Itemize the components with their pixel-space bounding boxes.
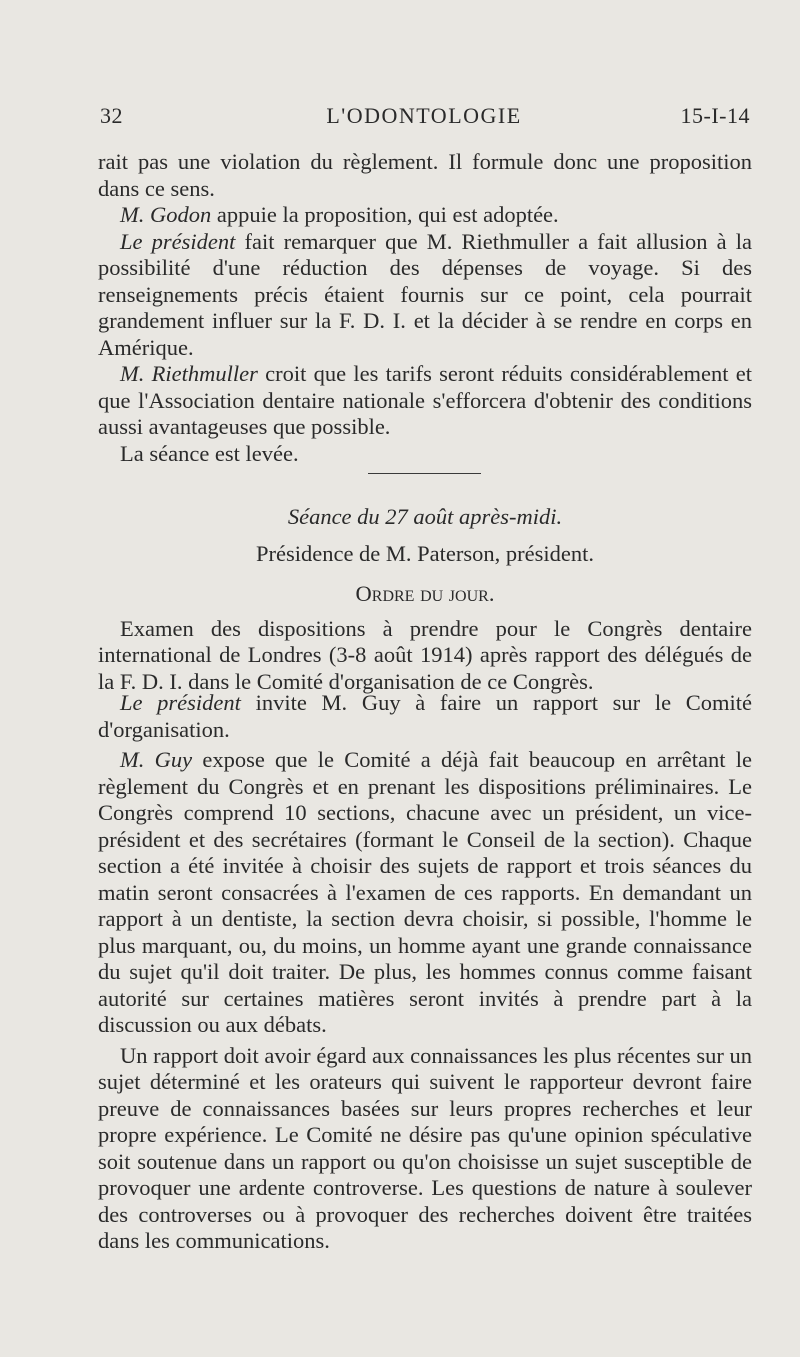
speaker-name: M. Godon bbox=[120, 202, 212, 227]
paragraph-godon: M. Godon appuie la proposition, qui est adoptée. bbox=[120, 202, 559, 227]
agenda-text: Examen des dispositions à prendre pour le Congrès dentaire international de Londres (3-8 août 1914) après rapport des délégués de la F. D. I. dans le Comité d'organisation de ce Congrès. bbox=[98, 615, 752, 694]
paragraph-continuation: rait pas une violation du règlement. Il formule donc une proposition dans ce sens. bbox=[98, 149, 752, 201]
main-body bbox=[98, 690, 752, 1255]
agenda-heading: Ordre du jour. bbox=[355, 581, 495, 606]
paragraph-president-invite: Le président invite M. Guy à faire un rapport sur le Comité d'organisation. bbox=[98, 690, 752, 742]
speaker-name: M. Guy bbox=[120, 747, 193, 772]
section-divider bbox=[368, 473, 481, 474]
paragraph-report-rules: Un rapport doit avoir égard aux connaissances les plus récentes sur un sujet déterminé et les orateurs qui suivent le rapporteur devront faire preuve de connaissances basées sur leurs propres recherches et leur propre expérience. Le Comité ne désire pas qu'une opinion spéculative soit soutenue dans un rapport ou qu'on choisisse un sujet susceptible de provoquer une ardente controverse. Les questions de nature à soulever des controverses ou à provoquer des recherches doivent être traitées dans les communications. bbox=[98, 1042, 752, 1253]
journal-title: L'ODONTOLOGIE bbox=[326, 103, 522, 128]
paragraph-guy: M. Guy expose que le Comité a déjà fait beaucoup en arrêtant le règlement du Congrès et en prenant les dispositions préliminaires. Le Congrès comprend 10 sections, chacune avec un président, un vice-président et des secrétaires (formant le Conseil de la section). Chaque section a été invitée à choisir des sujets de rapport et trois séances du matin seront consacrées à l'examen de ces rapports. En demandant un rapport à un dentiste, la section devra choisir, si possible, l'homme le plus marquant, ou, du moins, un homme ayant une grande connaissance du sujet qu'il doit traiter. De plus, les hommes connus comme faisant autorité sur certaines matières seront invités à prendre part à la discussion ou aux débats. bbox=[98, 747, 752, 1037]
speaker-name: M. Riethmuller bbox=[120, 361, 258, 386]
running-header bbox=[98, 103, 750, 137]
paragraph-riethmuller: M. Riethmuller croit que les tarifs seront réduits considérablement et que l'Association dentaire nationale s'efforcera d'obtenir des conditions aussi avantageuses que possible. bbox=[98, 361, 752, 439]
top-section bbox=[98, 149, 752, 467]
paragraph-president: Le président fait remarquer que M. Riethmuller a fait allusion à la possibilité d'une réduction des dépenses de voyage. Si des renseignements précis étaient fournis sur ce point, cela pourrait grandement influer sur la F. D. I. et la décider à se rendre en corps en Amérique. bbox=[98, 228, 752, 360]
session-title: Séance du 27 août après-midi. bbox=[287, 504, 563, 529]
session-heading-block bbox=[98, 504, 752, 695]
speaker-name: Le président bbox=[120, 228, 236, 254]
issue-date: 15-I-14 bbox=[680, 103, 750, 128]
session-presidency: Présidence de M. Paterson, président. bbox=[255, 540, 595, 566]
paragraph-closing: La séance est levée. bbox=[120, 440, 299, 466]
speaker-name: Le président bbox=[120, 690, 241, 715]
page-number: 32 bbox=[100, 103, 123, 128]
